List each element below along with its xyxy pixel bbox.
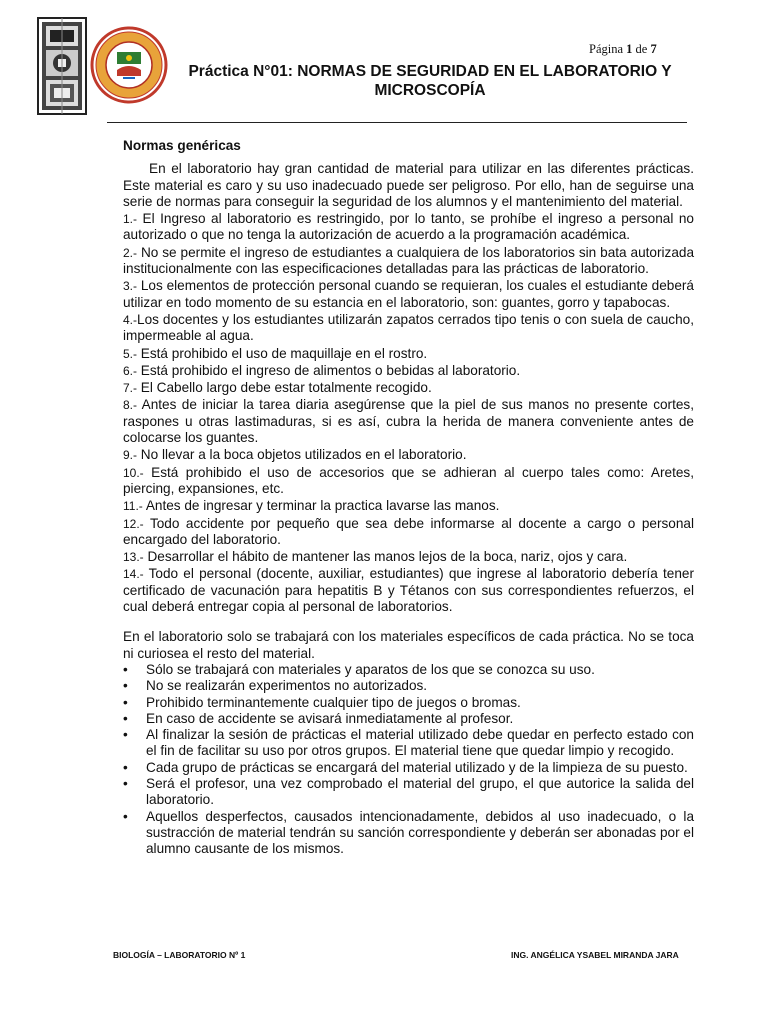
document-body <box>123 138 694 857</box>
rule-text: El Ingreso al laboratorio es restringido, por lo tanto, se prohíbe el ingreso a personal no autorizado o que no tenga la autorización de acuerdo a la programación académica. <box>123 211 694 243</box>
bullet-text: No se realizarán experimentos no autorizados. <box>146 678 428 694</box>
rule-item <box>123 211 694 244</box>
bullet-item <box>123 678 694 694</box>
rule-number: 9.- <box>123 448 138 463</box>
bullet-item <box>123 760 694 776</box>
rule-item <box>123 363 694 379</box>
rule-item <box>123 245 694 278</box>
bullet-icon: • <box>123 678 128 694</box>
rule-item <box>123 549 694 565</box>
rule-item <box>123 566 694 615</box>
bullet-list <box>123 662 694 858</box>
section-heading: Normas genéricas <box>123 138 241 153</box>
page-of: de <box>635 42 648 56</box>
rule-number: 13.- <box>123 550 144 565</box>
rule-item <box>123 498 694 514</box>
rule-number: 11.- <box>123 499 143 514</box>
faculty-seal-logo <box>90 26 168 104</box>
rule-number: 7.- <box>123 381 138 396</box>
bullet-icon: • <box>123 661 128 677</box>
bullet-icon: • <box>123 710 128 726</box>
rule-number: 10.- <box>123 465 144 480</box>
page-label: Página <box>589 42 624 56</box>
bullet-icon: • <box>123 694 128 710</box>
bullet-icon: • <box>123 808 128 824</box>
rule-number: 14.- <box>123 567 144 582</box>
rule-text: Está prohibido el ingreso de alimentos o bebidas al laboratorio. <box>137 362 521 378</box>
rule-text: Antes de ingresar y terminar la practica lavarse las manos. <box>142 498 500 514</box>
bullet-icon: • <box>123 775 128 791</box>
rule-text: Todo el personal (docente, auxiliar, estudiantes) que ingrese al laboratorio debería tener certificado de vacunación para hepatitis B y Tétanos con sus correspondientes refuerzos, el cual deberá entregar copia al personal de laboratorios. <box>123 566 694 615</box>
rule-number: 2.- <box>123 245 138 260</box>
bullet-item <box>123 776 694 809</box>
bullet-text: Cada grupo de prácticas se encargará del material utilizado y de la limpieza de su puesto. <box>146 759 688 775</box>
bullet-item <box>123 695 694 711</box>
bullet-item <box>123 727 694 760</box>
rule-item <box>123 346 694 362</box>
rule-number: 6.- <box>123 363 138 378</box>
rule-item <box>123 447 694 463</box>
bullet-text: Al finalizar la sesión de prácticas el material utilizado debe quedar en perfecto estado con el fin de facilitar su uso por otros grupos. El material tiene que quedar limpio y recogido. <box>146 727 694 759</box>
bullet-text: Aquellos desperfectos, causados intencionadamente, debidos al uso inadecuado, o la sustracción de material tendrán su sanción correspondiente y deberán ser abonadas por el alumno causante de los mismos. <box>146 808 694 857</box>
rule-number: 5.- <box>123 346 138 361</box>
bullet-text: Sólo se trabajará con materiales y aparatos de los que se conozca su uso. <box>146 661 595 677</box>
intro-paragraph: En el laboratorio hay gran cantidad de material para utilizar en las diferentes prácticas. Este material es caro y su uso inadecuado puede ser peligroso. Por ello, han de seguirse una serie de normas para conseguir la seguridad de los alumnos y el mantenimiento del material. <box>123 161 694 209</box>
rule-item <box>123 465 694 498</box>
materials-paragraph: En el laboratorio solo se trabajará con los materiales específicos de cada práctica. No se toca ni curiosea el resto del material. <box>123 629 694 661</box>
rule-number: 1.- <box>123 212 138 227</box>
rule-text: Los elementos de protección personal cuando se requieran, los cuales el estudiante deberá utilizar en todo momento de su estancia en el laboratorio, son: guantes, gorro y tapabocas. <box>123 278 694 310</box>
bullet-item <box>123 662 694 678</box>
footer-course: BIOLOGÍA – LABORATORIO Nº 1 <box>113 950 246 960</box>
bullet-item <box>123 711 694 727</box>
page-title <box>160 62 700 100</box>
bullet-text: En caso de accidente se avisará inmediatamente al profesor. <box>146 710 514 726</box>
page-number <box>589 42 657 57</box>
header-divider <box>107 122 687 123</box>
page-current: 1 <box>626 42 633 56</box>
rule-text: Antes de iniciar la tarea diaria asegúrense que la piel de sus manos no presente cortes, raspones u otras lastimaduras, si es así, cubra la herida de manera conveniente antes de colocarse los guantes. <box>123 397 694 446</box>
title-line-1: Práctica N°01: NORMAS DE SEGURIDAD EN EL LABORATORIO Y <box>188 63 672 80</box>
rule-text: Desarrollar el hábito de mantener las manos lejos de la boca, nariz, ojos y cara. <box>143 549 628 565</box>
rule-number: 12.- <box>123 516 144 531</box>
rule-text: Los docentes y los estudiantes utilizarán zapatos cerrados tipo tenis o con suela de caucho, impermeable al agua. <box>123 311 694 344</box>
bullet-icon: • <box>123 727 128 743</box>
title-line-2: MICROSCOPÍA <box>374 82 486 99</box>
rule-text: Está prohibido el uso de accesorios que se adhieran al cuerpo tales como: Aretes, piercing, expansiones, etc. <box>123 464 694 496</box>
rule-item <box>123 278 694 311</box>
bullet-icon: • <box>123 759 128 775</box>
rule-item <box>123 312 694 345</box>
rule-number: 3.- <box>123 279 138 294</box>
rule-number: 4.- <box>123 312 138 327</box>
bullet-text: Prohibido terminantemente cualquier tipo de juegos o bromas. <box>146 694 521 710</box>
rule-item <box>123 397 694 446</box>
rule-text: No se permite el ingreso de estudiantes a cualquiera de los laboratorios sin bata autorizada institucionalmente con las especificaciones detalladas para las prácticas de laboratorio. <box>123 244 694 277</box>
rule-text: El Cabello largo debe estar totalmente recogido. <box>137 380 432 396</box>
rule-item <box>123 516 694 549</box>
bullet-text: Será el profesor, una vez comprobado el material del grupo, el que autorice la salida del laboratorio. <box>146 775 694 808</box>
rule-text: No llevar a la boca objetos utilizados en el laboratorio. <box>137 447 467 463</box>
bullet-item <box>123 809 694 858</box>
rule-text: Todo accidente por pequeño que sea debe informarse al docente a cargo o personal encargado del laboratorio. <box>123 515 694 547</box>
rules-list <box>123 211 694 615</box>
rule-item <box>123 380 694 396</box>
rule-text: Está prohibido el uso de maquillaje en el rostro. <box>137 345 428 361</box>
footer-author: ING. ANGÉLICA YSABEL MIRANDA JARA <box>511 950 679 960</box>
university-emblem-logo <box>36 16 88 116</box>
rule-number: 8.- <box>123 398 138 413</box>
page-total: 7 <box>650 42 657 56</box>
